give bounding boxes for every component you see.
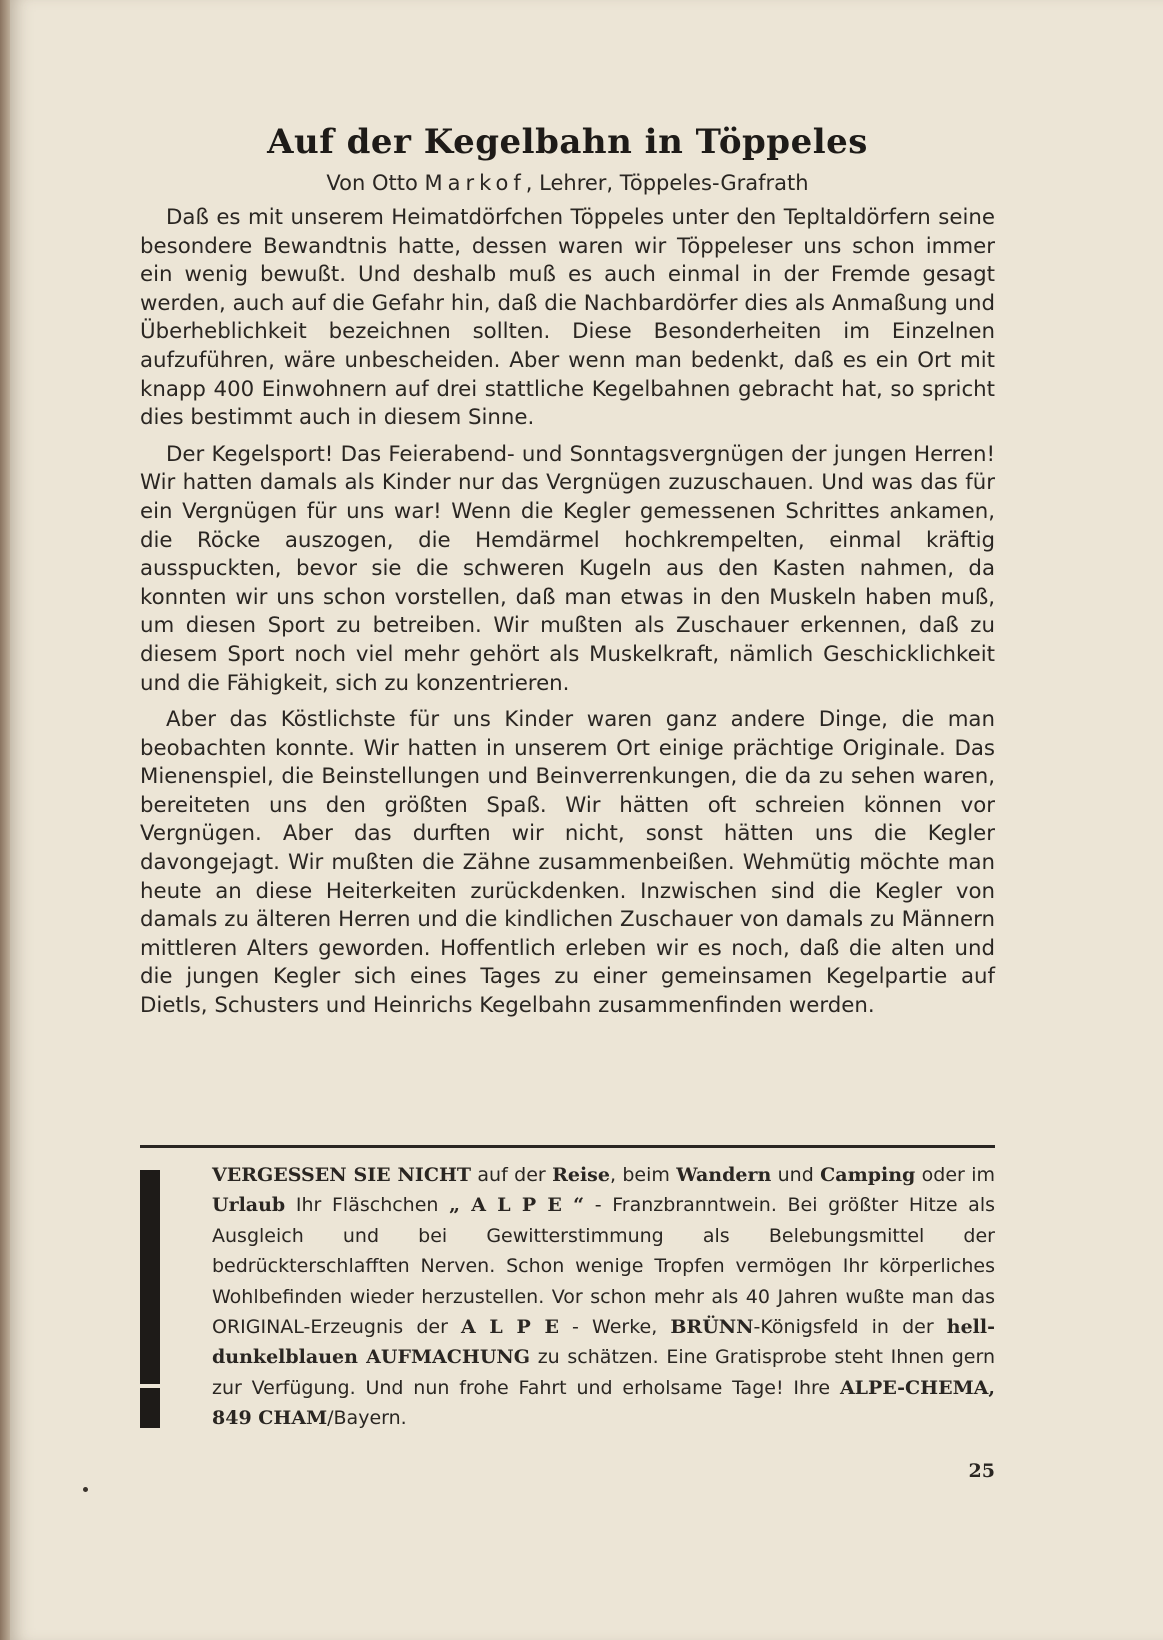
page-number: 25 (968, 1460, 995, 1482)
ad-strong: VERGESSEN SIE NICHT (212, 1164, 472, 1186)
ad-brand: A L P E (461, 1316, 559, 1339)
ad-strong: BRÜNN (670, 1316, 754, 1339)
ad-run: und (771, 1164, 821, 1186)
ad-run: - Werke, (558, 1316, 671, 1339)
paragraph: Daß es mit unserem Heimatdörfchen Töppeles unter den Tepltaldörfern seine besondere Bewandtnis hatte, dessen waren wir Töppeleser uns schon immer ein wenig bewußt. Und deshalb muß es auch einmal in der Fremde gesagt werden, auch auf die Gefahr hin, daß die Nachbardörfer dies als Anmaßung und Überheblichkeit bezeichnen sollten. Diese Besonderheiten im Einzelnen aufzuführen, wäre unbescheiden. Aber wenn man bedenkt, daß es ein Ort mit knapp 400 Einwohnern auf drei stattliche Kegelbahnen gebracht hat, so spricht dies bestimmt auch in diesem Sinne. (140, 205, 995, 431)
byline-prefix: Von Otto (326, 171, 425, 195)
ad-run: oder im (915, 1164, 995, 1186)
ad-run: , beim (609, 1164, 677, 1186)
paragraph: Aber das Köstlichste für uns Kinder waren ganz andere Dinge, die man beobachten konnte. Wir hatten in unserem Ort einige prächtige Originale. Das Mienenspiel, die Beinstellungen und Beinverrenkungen, die da zu sehen waren, bereiteten uns den größten Spaß. Wir hätten oft schreien können vor Vergnügen. Aber das durften wir nicht, sonst hätten uns die Kegler davongejagt. Wir mußten die Zähne zusammenbeißen. Wehmütig möchte man heute an diese Heiterkeiten zurückdenken. Inzwischen sind die Kegler von damals zu älteren Herren und die kindlichen Zuschauer von damals zu Männern mittleren Alters geworden. Hoffentlich erleben wir es noch, daß die alten und die jungen Kegler sich eines Tages zu einer gemeinsamen Kegelpartie auf Dietls, Schusters und Heinrichs Kegelbahn zusammenfinden werden. (140, 707, 995, 1019)
ad-brand: „ A L P E “ (449, 1194, 585, 1217)
ad-strong: Camping (820, 1164, 916, 1186)
paragraph: Der Kegelsport! Das Feierabend- und Sonntagsvergnügen der jungen Herren! Wir hatten damals als Kinder nur das Vergnügen zuzuschauen. Und was das für ein Vergnügen für uns war! Wenn die Kegler gemessenen Schrittes ankamen, die Röcke auszogen, die Hemdärmel hochkrempelten, einmal kräftig ausspuckten, bevor sie die schweren Kugeln aus den Kasten nahmen, da konnten wir uns schon vorstellen, daß man etwas in den Muskeln haben muß, um diesen Sport zu betreiben. Wir mußten als Zuschauer erkennen, daß zu diesem Sport noch viel mehr gehört als Muskelkraft, nämlich Geschicklichkeit und die Fähigkeit, sich zu konzentrieren. (140, 441, 995, 696)
byline-suffix: , Lehrer, Töppeles-Grafrath (525, 171, 809, 195)
ink-speck (83, 1487, 88, 1492)
ad-strong: Reise (552, 1164, 610, 1186)
ad-marker-bar-gap (140, 1384, 160, 1388)
article (140, 118, 995, 1029)
divider-rule (140, 1145, 995, 1148)
advertisement (140, 1160, 995, 1430)
ad-run: - Franzbranntwein. Bei größter Hitze als Ausgleich und bei Gewitterstimmung als Belebungsmittel der bedrückterschlafften Nerven. Schon wenige Tropfen vermögen Ihr körperliches Wohlbefinden wieder herzustellen. Vor schon mehr als 40 Jahren wußte man das ORIGINAL-Erzeugnis der (212, 1194, 995, 1339)
ad-run: Ihr Fläschchen (285, 1194, 450, 1217)
ad-run: zu schätzen. Eine Gratisprobe steht Ihnen gern zur Verfügung. Und nun frohe Fahrt und erholsame Tage! Ihre (212, 1346, 995, 1399)
ad-run: -Königsfeld in der (753, 1316, 947, 1339)
ad-run: /Bayern. (327, 1407, 407, 1430)
article-title: Auf der Kegelbahn in Töppeles (267, 122, 868, 162)
ad-strong: Wandern (676, 1164, 772, 1186)
ad-marker-bar (140, 1170, 160, 1428)
article-byline (140, 168, 995, 198)
ad-strong: hell-dunkelblauen AUFMACHUNG (212, 1316, 995, 1369)
ad-text (212, 1160, 995, 1434)
ad-run: auf der (471, 1164, 553, 1186)
ad-strong: Urlaub (212, 1194, 286, 1217)
byline-author-name: Markof (424, 171, 526, 195)
ad-company: ALPE-CHEMA, 849 CHAM (212, 1376, 995, 1430)
